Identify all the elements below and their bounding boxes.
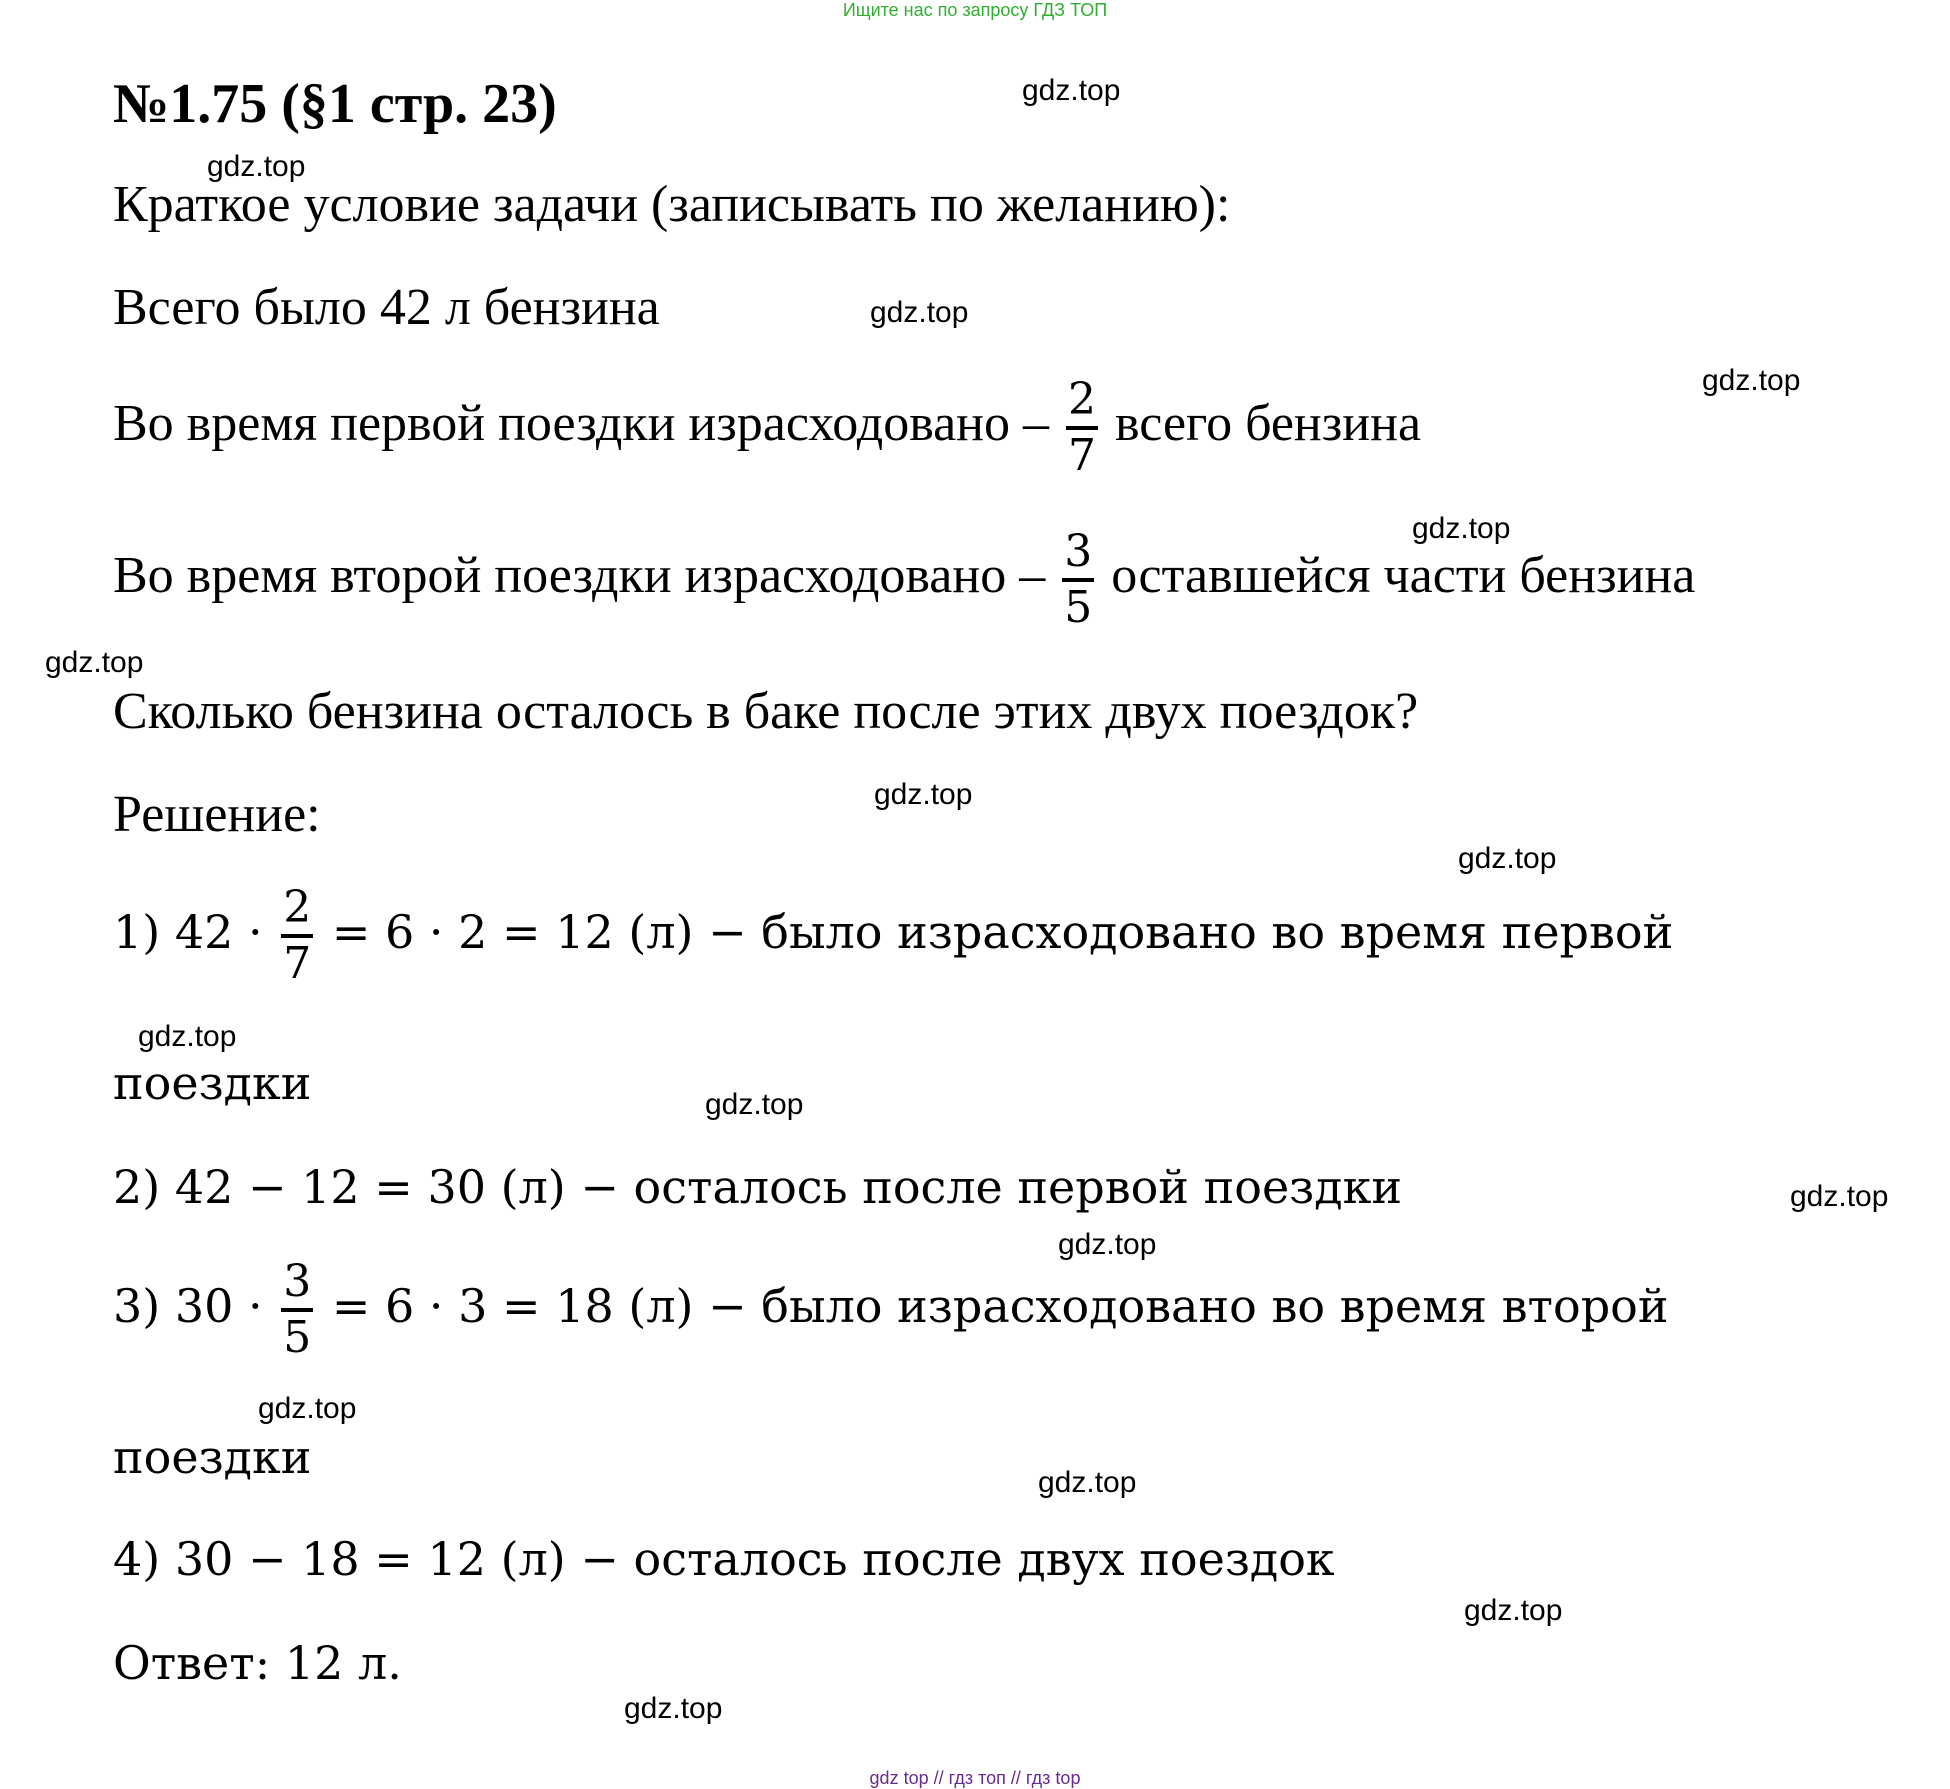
answer: Ответ: 12 л. [113, 1636, 402, 1690]
fraction-denominator: 7 [283, 938, 312, 989]
condition-line-total: Всего было 42 л бензина [113, 279, 660, 336]
fraction-numerator: 3 [283, 1256, 312, 1307]
solution-step-2: 2) 42 − 12 = 30 (л) − осталось после первой поездки [113, 1160, 1402, 1214]
solution-step-3 [113, 1256, 1669, 1363]
fraction-denominator: 7 [1068, 430, 1096, 481]
step-3-text: 3) 30 · [113, 1279, 263, 1333]
condition-heading: Краткое условие задачи (записывать по желанию): [113, 176, 1231, 233]
watermark-text: gdz.top [1790, 1180, 1889, 1213]
solution-step-1 [113, 882, 1674, 989]
second-trip-fraction [1062, 526, 1094, 633]
first-trip-text: Во время первой поездки израсходовано – [113, 394, 1049, 452]
watermark-text: gdz.top [1038, 1466, 1137, 1499]
second-trip-text-end: оставшейся части бензина [1111, 546, 1696, 604]
bottom-banner: gdz top // гдз топ // гдз top [869, 1768, 1081, 1788]
watermark-text: gdz.top [705, 1088, 804, 1121]
step-1-fraction [281, 882, 313, 989]
fraction-numerator: 2 [283, 882, 312, 933]
step-1-text: 1) 42 · [113, 905, 263, 959]
step-3-text-end: = 6 · 3 = 18 (л) − было израсходовано во время второй [331, 1279, 1669, 1333]
solution-step-3-continued: поездки [113, 1430, 312, 1484]
fraction-numerator: 3 [1064, 526, 1093, 577]
watermark-text: gdz.top [138, 1020, 237, 1053]
watermark-text: gdz.top [207, 150, 306, 183]
solution-heading: Решение: [113, 786, 321, 843]
watermark-text: gdz.top [874, 778, 973, 811]
watermark-text: gdz.top [1702, 364, 1801, 397]
second-trip-text: Во время второй поездки израсходовано – [113, 546, 1046, 604]
watermark-text: gdz.top [1022, 74, 1121, 107]
step-3-fraction [281, 1256, 313, 1363]
watermark-text: gdz.top [624, 1692, 723, 1725]
watermark-text: gdz.top [1058, 1228, 1157, 1261]
condition-question: Сколько бензина осталось в баке после этих двух поездок? [113, 683, 1419, 740]
watermark-text: gdz.top [1412, 512, 1511, 545]
first-trip-text-end: всего бензина [1115, 394, 1422, 452]
solution-step-4: 4) 30 − 18 = 12 (л) − осталось после двух поездок [113, 1532, 1335, 1586]
condition-line-first-trip [113, 374, 1422, 481]
step-1-text-end: = 6 · 2 = 12 (л) − было израсходовано во время первой [331, 905, 1674, 959]
top-banner: Ищите нас по запросу ГДЗ ТОП [842, 0, 1108, 20]
solution-step-1-continued: поездки [113, 1056, 312, 1110]
fraction-denominator: 5 [283, 1312, 312, 1363]
watermark-text: gdz.top [258, 1392, 357, 1425]
watermark-text: gdz.top [1458, 842, 1557, 875]
problem-title: №1.75 (§1 стр. 23) [113, 73, 557, 135]
watermark-text: gdz.top [1464, 1594, 1563, 1627]
watermark-text: gdz.top [870, 296, 969, 329]
first-trip-fraction [1066, 374, 1098, 481]
fraction-denominator: 5 [1064, 582, 1093, 633]
fraction-numerator: 2 [1068, 374, 1096, 425]
watermark-text: gdz.top [45, 646, 144, 679]
